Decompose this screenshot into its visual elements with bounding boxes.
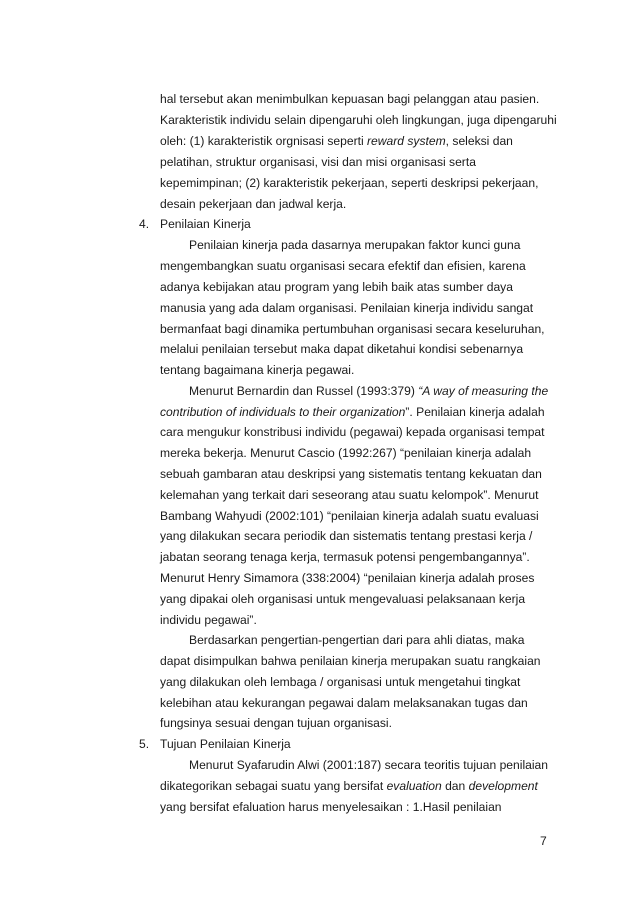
paragraph-line: jabatan seorang tenaga kerja, termasuk potensi pengembangannya”. — [160, 550, 530, 564]
paragraph-line: Bambang Wahyudi (2002:101) “penilaian kinerja adalah suatu evaluasi — [160, 509, 539, 523]
paragraph-line: dapat disimpulkan bahwa penilaian kinerja merupakan suatu rangkaian — [160, 654, 541, 668]
paragraph-line: mereka bekerja. Menurut Cascio (1992:267) “penilaian kinerja adalah — [160, 446, 532, 460]
paragraph-line: pelatihan, struktur organisasi, visi dan misi organisasi serta — [160, 155, 476, 169]
paragraph-line: kepemimpinan; (2) karakteristik pekerjaan, seperti deskripsi pekerjaan, — [160, 176, 539, 190]
paragraph-line: Menurut Syafarudin Alwi (2001:187) secara teoritis tujuan penilaian — [189, 758, 548, 772]
paragraph-line: hal tersebut akan menimbulkan kepuasan bagi pelanggan atau pasien. — [160, 92, 540, 106]
paragraph-line: desain pekerjaan dan jadwal kerja. — [160, 197, 347, 211]
italic-quote: “A way of measuring the — [418, 384, 549, 398]
paragraph-line: manusia yang ada dalam organisasi. Penilaian kinerja individu sangat — [160, 301, 534, 315]
section-number: 4. — [139, 217, 150, 231]
italic-quote: contribution of individuals to their organization — [160, 405, 406, 419]
paragraph-line: kelebihan atau kekurangan pegawai dalam melaksanakan tugas dan — [160, 696, 528, 710]
paragraph-line: sebuah gambaran atau deskripsi yang sistematis tentang kekuatan dan — [160, 467, 542, 481]
paragraph-line: Menurut Bernardin dan Russel (1993:379) “A way of measuring the — [189, 384, 549, 398]
paragraph-line: yang dilakukan oleh lembaga / organisasi untuk mengetahui tingkat — [160, 675, 521, 689]
paragraph-line: mengembangkan suatu organisasi secara efektif dan efisien, karena — [160, 259, 526, 273]
paragraph-line: cara mengukur konstribusi individu (pegawai) kepada organisasi tempat — [160, 425, 545, 439]
paragraph-line: individu pegawai”. — [160, 613, 257, 627]
paragraph-line: fungsinya sesuai dengan tujuan organisasi. — [160, 716, 392, 730]
page-number: 7 — [540, 834, 547, 848]
paragraph-line: yang bersifat efaluation harus menyelesaikan : 1.Hasil penilaian — [160, 800, 502, 814]
paragraph-line: contribution of individuals to their organization”. Penilaian kinerja adalah — [160, 405, 545, 419]
paragraph-line: oleh: (1) karakteristik orgnisasi seperti reward system, seleksi dan — [160, 134, 513, 148]
paragraph-line: adanya kebijakan atau program yang lebih baik atas sumber daya — [160, 280, 513, 294]
paragraph-line: Penilaian kinerja pada dasarnya merupakan faktor kunci guna — [189, 238, 521, 252]
paragraph-line: dikategorikan sebagai suatu yang bersifat evaluation dan development — [160, 779, 538, 793]
paragraph-line: tentang bagaimana kinerja pegawai. — [160, 363, 355, 377]
section-heading: Tujuan Penilaian Kinerja — [160, 737, 291, 751]
paragraph-line: bermanfaat bagi dinamika pertumbuhan organisasi secara keseluruhan, — [160, 322, 545, 336]
section-number: 5. — [139, 737, 150, 751]
paragraph-line: Berdasarkan pengertian-pengertian dari para ahli diatas, maka — [189, 633, 525, 647]
paragraph-line: melalui penilaian tersebut maka dapat diketahui kondisi sebenarnya — [160, 342, 524, 356]
italic-term: reward system — [367, 134, 446, 148]
paragraph-line: Menurut Henry Simamora (338:2004) “penilaian kinerja adalah proses — [160, 571, 535, 585]
section-heading: Penilaian Kinerja — [160, 217, 251, 231]
paragraph-line: Karakteristik individu selain dipengaruhi oleh lingkungan, juga dipengaruhi — [160, 113, 557, 127]
italic-term: development — [468, 779, 538, 793]
paragraph-line: yang dipakai oleh organisasi untuk mengevaluasi pelaksanaan kerja — [160, 592, 526, 606]
italic-term: evaluation — [386, 779, 442, 793]
paragraph-line: kelemahan yang terkait dari seseorang atau suatu kelompok”. Menurut — [160, 488, 539, 502]
paragraph-line: yang dilakukan secara periodik dan sistematis tentang prestasi kerja / — [160, 529, 533, 543]
